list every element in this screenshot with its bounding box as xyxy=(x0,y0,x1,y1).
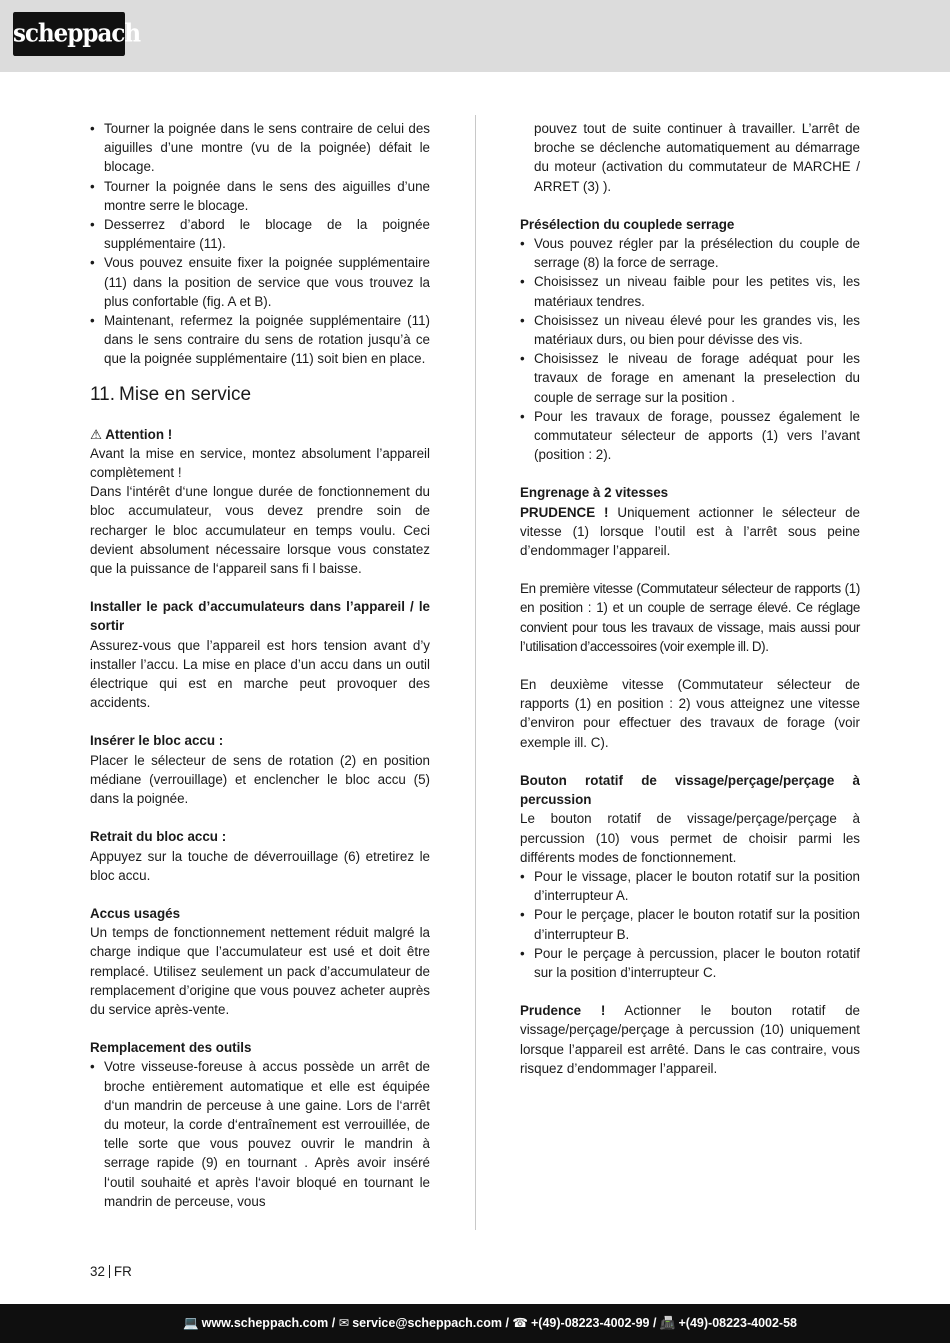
torque-bullet-list xyxy=(520,234,860,464)
remove-paragraph: Appuyez sur la touche de déverrouillage (6) etretirez le bloc accu. xyxy=(90,848,430,883)
list-item: • Pour le perçage, placer le bouton rotatif sur la position d’interrupteur B. xyxy=(520,905,860,943)
footer-phone: +(49)-08223-4002-99 / xyxy=(531,1316,657,1330)
knob-paragraph: Le bouton rotatif de vissage/perçage/perçage à percussion (10) vous permet de choisir parmi les différents modes de fonctionnement. xyxy=(520,811,860,865)
knob-bullet-list xyxy=(520,867,860,982)
list-item: • Pour le vissage, placer le bouton rotatif sur la position d’interrupteur A. xyxy=(520,867,860,905)
install-paragraph: Assurez-vous que l’appareil est hors tension avant d’y installer l’accu. La mise en place d’un accu dans un outil électrique qui est en marche peut provoquer des accidents. xyxy=(90,637,430,711)
gear-caution-text: Uniquement actionner le sélecteur de vitesse (1) lorsque l’outil est à l’arrêt sous peine d’endommager l’appareil. xyxy=(520,504,860,559)
list-item: • Maintenant, refermez la poignée supplémentaire (11) dans le sens contraire du sens de rotation jusqu’à ce que la poignée supplémentaire (11) soit bien en place. xyxy=(90,311,430,369)
gear-caution xyxy=(520,503,860,561)
phone-icon: ☎ xyxy=(512,1316,528,1330)
warning-heading xyxy=(90,425,430,444)
knob-caution-text: Actionner le bouton rotatif de vissage/perçage/perçage à percussion (10) uniquement lorsque l’appareil est arrêté. Dans le cas contraire, vous risquez d’endommager l’appareil. xyxy=(520,1003,861,1076)
list-item: • Tourner la poignée dans le sens contraire de celui des aiguilles d’une montre (vu de la poignée) défait le blocage. xyxy=(90,119,430,177)
footer-website: www.scheppach.com / xyxy=(201,1316,336,1330)
list-item: • Desserrez d’abord le blocage de la poignée supplémentaire (11). xyxy=(90,215,430,253)
page-number-value: 32 xyxy=(90,1264,105,1279)
list-item: • Pour le perçage à percussion, placer le bouton rotatif sur la position d’interrupteur C. xyxy=(520,944,860,982)
used-batteries-paragraph: Un temps de fonctionnement nettement réduit malgré la charge indique que l’accumulateur est usé et doit être remplacé. Utilisez seulement un pack d’accumulateur de remplacement d’origine que vous pouvez acheter auprès du service après-vente. xyxy=(90,925,430,1017)
remove-heading: Retrait du bloc accu : xyxy=(90,829,227,845)
tools-heading: Remplacement des outils xyxy=(90,1040,252,1056)
second-speed-paragraph: En deuxième vitesse (Commutateur sélecteur de rapports (1) en position : 2) vous atteignez une vitesse d’environ pour effectuer des travaux de forage (voir exemple ill. C). xyxy=(520,677,860,750)
warning-icon: ⚠ xyxy=(90,426,103,442)
list-item: • Tourner la poignée dans le sens des aiguilles d’une montre serre le blocage. xyxy=(90,177,430,215)
list-item: • Vous pouvez régler par la présélection du couple de serrage (8) la force de serrage. xyxy=(520,234,860,272)
tools-bullet-list xyxy=(90,1057,430,1211)
caution-label: PRUDENCE ! xyxy=(520,504,609,520)
first-speed-paragraph: En première vitesse (Commutateur sélecteur de rapports (1) en position : 1) et un couple de serrage élevé. Ce réglage convient pour tous les travaux de vissage, mais aussi pour l’utilisation d’accessoires (voir exemple ill. D). xyxy=(520,581,860,654)
page-header xyxy=(0,0,950,72)
page-number xyxy=(90,1264,132,1279)
tools-continued: pouvez tout de suite continuer à travailler. L’arrêt de broche se déclenche automatiquement au démarrage du moteur (activation du commutateur de MARCHE / ARRET (3) ). xyxy=(534,121,860,194)
insert-paragraph: Placer le sélecteur de sens de rotation (2) en position médiane (verrouillage) et enclencher le bloc accu (5) dans la poignée. xyxy=(90,752,430,807)
gear-heading: Engrenage à 2 vitesses xyxy=(520,485,669,501)
list-item: • Choisissez un niveau élevé pour les grandes vis, les matériaux durs, ou bien pour dévisse des vis. xyxy=(520,311,860,349)
left-column xyxy=(90,119,430,1211)
section-number: 11. xyxy=(90,383,116,405)
warning-text: Avant la mise en service, montez absolument l’appareil complètement ! xyxy=(90,445,430,481)
page-language: FR xyxy=(113,1264,132,1279)
right-column xyxy=(520,119,860,1078)
mail-icon: ✉ xyxy=(338,1316,350,1330)
list-item: • Votre visseuse-foreuse à accus possède un arrêt de broche entièrement automatique et elle est équipée d‘un mandrin de perceuse à une gaine. Lors de l‘arrêt du moteur, la corde d‘entraînement est verrouillée, de telle sorte que vous pouvez ouvrir le mandrin à serrage rapide (9) en tournant . Après avoir inséré l‘outil souhaité et après l‘avoir bloqué en tournant le mandrin de perceuse, vous xyxy=(90,1057,430,1211)
computer-icon: 💻 xyxy=(183,1316,199,1330)
handle-bullet-list xyxy=(90,119,430,369)
battery-paragraph: Dans l‘intérêt d‘une longue durée de fonctionnement du bloc accumulateur, vous devez prendre soin de recharger le bloc accumulateur en temps voulu. Ceci devient absolument nécessaire lorsque vous constatez que la puissance de l‘appareil sans fi l baisse. xyxy=(90,484,430,577)
section-title: Mise en service xyxy=(119,383,252,405)
fax-icon: 📠 xyxy=(659,1316,676,1330)
knob-heading: Bouton rotatif de vissage/perçage/perçage à percussion xyxy=(520,772,860,808)
used-batteries-heading: Accus usagés xyxy=(90,905,181,921)
footer-email: service@scheppach.com / xyxy=(352,1316,509,1330)
section-heading xyxy=(90,383,430,407)
list-item: • Choisissez le niveau de forage adéquat pour les travaux de forage en amenant la preselection du couple de serrage sur la position . xyxy=(520,349,860,407)
install-heading: Installer le pack d’accumulateurs dans l’appareil / le sortir xyxy=(90,599,430,634)
column-divider xyxy=(475,115,476,1230)
caution-label: Prudence ! xyxy=(520,1003,606,1019)
warning-label: Attention ! xyxy=(105,426,173,442)
page-footer xyxy=(0,1304,950,1343)
insert-heading: Insérer le bloc accu : xyxy=(90,733,224,749)
list-item: • Choisissez un niveau faible pour les petites vis, les matériaux tendres. xyxy=(520,272,860,310)
footer-fax: +(49)-08223-4002-58 xyxy=(678,1316,797,1330)
knob-caution xyxy=(520,1001,860,1078)
list-item: • Vous pouvez ensuite fixer la poignée supplémentaire (11) dans la position de service que vous trouvez la plus confortable (fig. A et B). xyxy=(90,253,430,311)
torque-heading: Présélection du couplede serrage xyxy=(520,216,735,232)
page-number-separator xyxy=(109,1265,110,1278)
list-item: • Pour les travaux de forage, poussez également le commutateur sélecteur de apports (1) vers l’avant (position : 2). xyxy=(520,407,860,465)
scheppach-logo: scheppach xyxy=(13,12,125,56)
